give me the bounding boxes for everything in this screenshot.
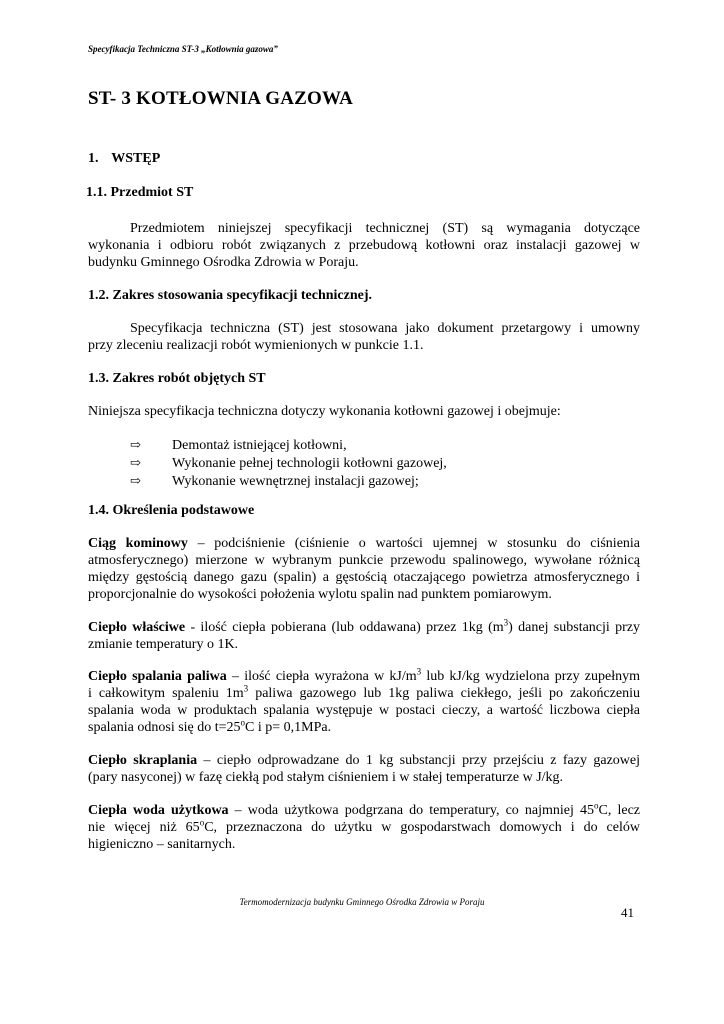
definition-cieplo-skraplania [88,752,640,786]
paragraph-line: przy zleceniu realizacji robót wymienionych w punkcie 1.1. [88,338,424,353]
definition-term: Ciepła woda użytkowa [88,803,229,818]
paragraph-line: wykonania i odbioru robót związanych z przebudową kotłowni oraz instalacji gazowej w [88,238,640,253]
arrow-right-icon: ⇨ [130,473,141,488]
subsection-heading-1-3: 1.3. Zakres robót objętych ST [88,371,266,386]
list-item-text: Demontaż istniejącej kotłowni, [172,438,347,453]
definition-text: i całkowitym spaleniu 1m [88,686,244,701]
definition-text: między gęstością danego gazu (spalin) a gęstością otaczającego powietrza atmosferycznego i [88,570,640,585]
definition-text: zmianie temperatury o 1K. [88,637,239,652]
definition-text: proporcjonalnie do wysokości położenia wylotu spalin nad punktem pomiarowym. [88,587,552,602]
subsection-heading-1-2: 1.2. Zakres stosowania specyfikacji technicznej. [88,288,372,303]
paragraph-line: Specyfikacja techniczna (ST) jest stosowana jako dokument przetargowy i umowny [130,321,640,336]
document-title: ST- 3 KOTŁOWNIA GAZOWA [88,88,354,109]
definition-text: (pary nasyconej) w fazę ciekłą pod stałym ciśnieniem i w stałej temperaturze w J/kg. [88,770,564,785]
superscript: 3 [243,683,249,694]
paragraph-zakres-robot-intro: Niniejsza specyfikacja techniczna dotyczy wykonania kotłowni gazowej i obejmuje: [88,404,561,419]
paragraph-przedmiot [88,220,640,271]
definition-text: spalania woda w produktach spalania występuje w postaci cieczy, a wartość liczbowa ciepła [88,703,640,718]
arrow-right-icon: ⇨ [130,437,141,452]
scope-list [130,436,447,490]
definition-term: Ciąg kominowy [88,536,188,551]
definition-text: C, przeznaczona do użytku w gospodarstwach domowych i do celów [204,820,640,835]
definition-text: – podciśnienie (ciśnienie o wartości ujemnej w stosunku do ciśnienia [187,536,641,551]
definition-term: Ciepło skraplania [88,753,198,768]
definition-text: C i p= 0,1MPa. [245,720,332,735]
section-heading-1 [88,151,160,167]
definition-text: – woda użytkowa podgrzana do temperatury, co najmniej 45 [228,803,595,818]
definition-cieplo-spalania [88,668,640,736]
definition-text: – ilość ciepła wyrażona w kJ/m [226,669,417,684]
subsection-heading-1-4: 1.4. Określenia podstawowe [88,503,255,518]
page-number: 41 [621,905,634,920]
definition-text: nie więcej niż 65 [88,820,200,835]
definition-text: lub kJ/kg wydzielona przy zupełnym [421,669,640,684]
paragraph-line: Przedmiotem niniejszej specyfikacji technicznej (ST) są wymagania dotyczące [130,221,640,236]
running-header: Specyfikacja Techniczna ST-3 „Kotłownia gazowa” [88,44,278,54]
definition-text: paliwa gazowego lub 1kg paliwa ciekłego, jeśli po zakończeniu [248,686,640,701]
definition-text: – ciepło odprowadzane do 1 kg substancji przy przejściu z fazy gazowej [197,753,640,768]
definition-text: higieniczno – sanitarnych. [88,837,236,852]
superscript: o [594,800,599,811]
page-footer: Termomodernizacja budynku Gminnego Ośrodka Zdrowia w Poraju [239,897,485,907]
list-item [130,454,447,472]
definition-ciag-kominowy [88,535,640,603]
paragraph-zakres-stosowania [88,320,640,354]
superscript: o [199,817,205,828]
definition-text: spalania odnosi się do t=25 [88,720,241,735]
definition-text: ) danej substancji przy [508,620,641,635]
section-title: WSTĘP [111,151,161,166]
definition-term: Ciepło właściwe [88,620,186,635]
list-item [130,472,447,490]
definition-ciepla-woda-uzytkowa [88,802,640,853]
definition-cieplo-wlasciwe [88,619,640,653]
list-item [130,436,447,454]
superscript: 3 [416,666,422,677]
definition-text: C, lecz [598,803,640,818]
list-item-text: Wykonanie pełnej technologii kotłowni gazowej, [172,456,447,471]
arrow-right-icon: ⇨ [130,455,141,470]
paragraph-line: budynku Gminnego Ośrodka Zdrowia w Poraju. [88,255,359,270]
superscript: 3 [503,617,509,628]
list-item-text: Wykonanie wewnętrznej instalacji gazowej; [172,474,419,489]
superscript: o [240,717,246,728]
definition-text: atmosferycznego) mierzone w wybranym punkcie przewodu spalinowego, wywołane różnicą [88,553,640,568]
definition-term: Ciepło spalania paliwa [88,669,227,684]
section-number: 1. [88,151,99,166]
definition-text: - ilość ciepła pobierana (lub oddawana) przez 1kg (m [185,620,504,635]
subsection-heading-1-1: 1.1. Przedmiot ST [86,185,194,200]
